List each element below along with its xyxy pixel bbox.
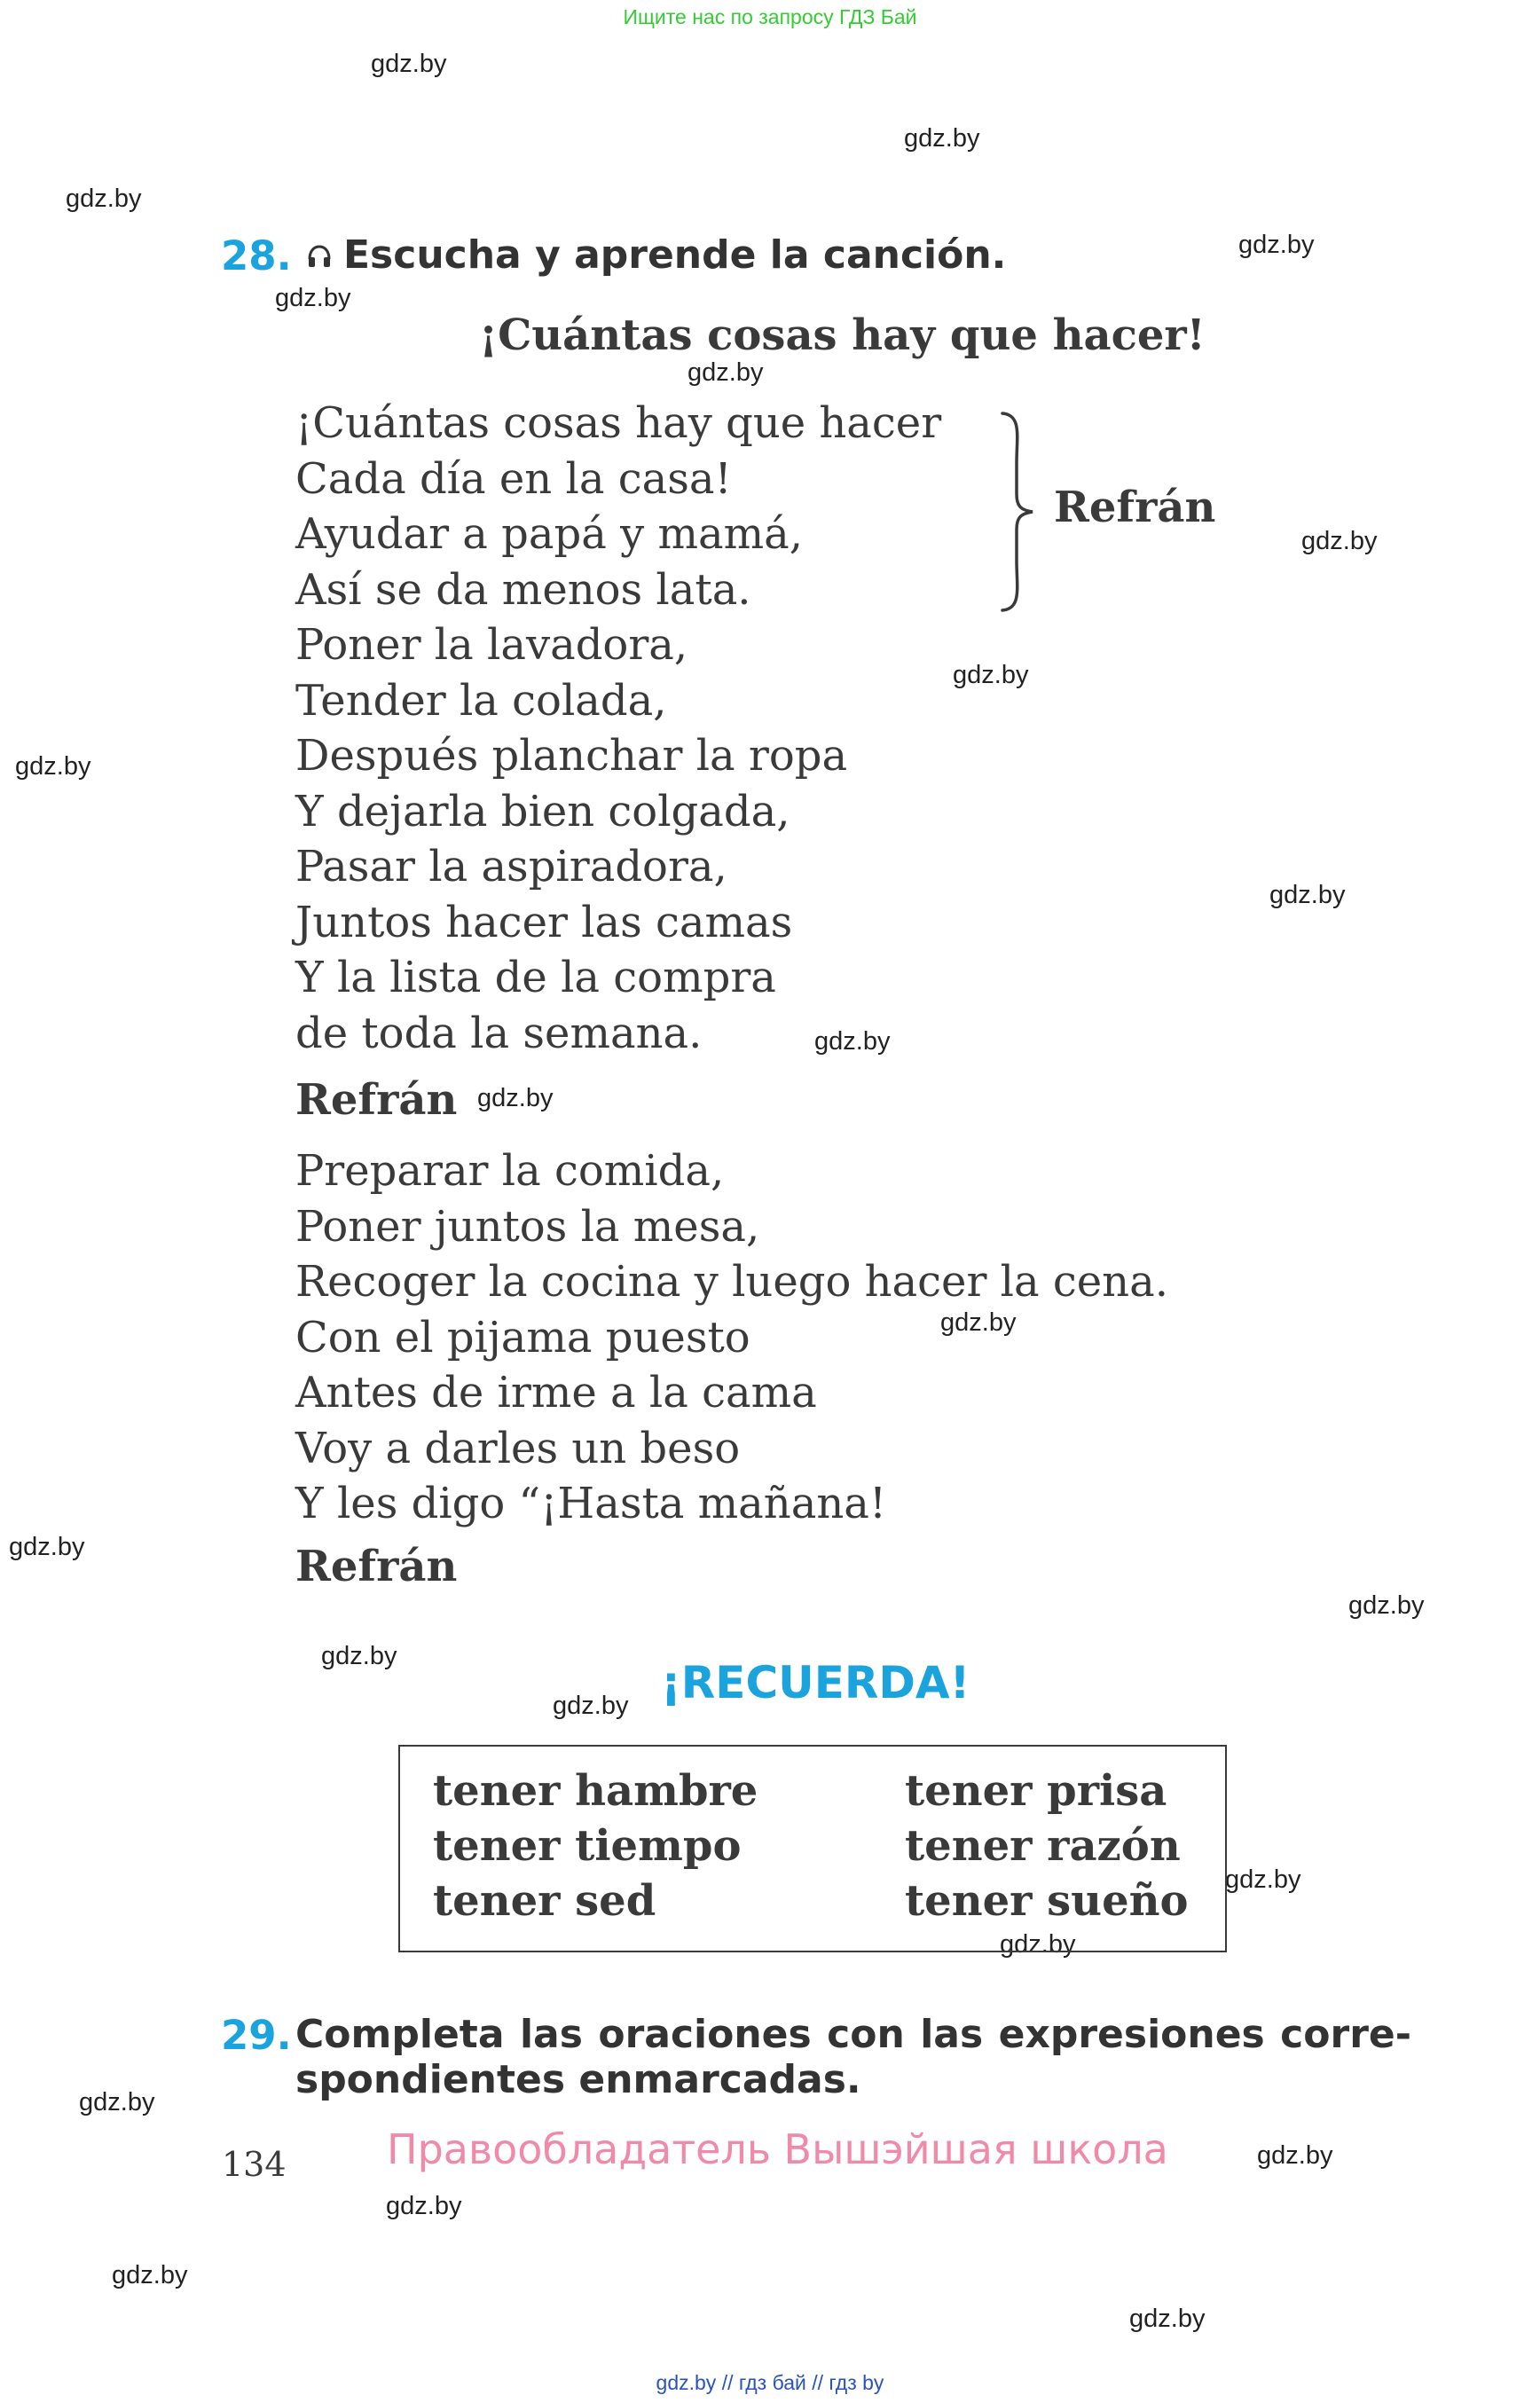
watermark: gdz.by [904,124,980,153]
recuerda-heading: ¡RECUERDA! [661,1657,970,1708]
expression-item: tener razón [905,1821,1181,1871]
watermark: gdz.by [371,50,447,78]
exercise-29-instruction [295,2012,1411,2102]
verse-line: Pasar la aspiradora, [295,842,727,891]
verse-line: Con el pijama puesto [295,1312,750,1362]
verse-line: Y la lista de la compra [295,953,776,1002]
watermark: gdz.by [79,2088,155,2116]
watermark: gdz.by [15,752,91,781]
verse-line: Voy a darles un beso [295,1423,741,1473]
watermark: gdz.by [9,1533,85,1561]
instruction-line: Completa las oraciones con las expresiones corre- [295,2012,1411,2057]
expression-item: tener sueño [905,1876,1189,1926]
verse-line: Cada día en la casa! [295,453,732,504]
watermark: gdz.by [553,1692,629,1720]
watermark: gdz.by [66,185,142,213]
verse-line: Antes de irme a la cama [295,1368,817,1417]
watermark: gdz.by [1225,1865,1301,1894]
verse-line: Y dejarla bien colgada, [295,786,790,836]
refrain-marker: Refrán [295,1075,458,1125]
watermark: gdz.by [321,1642,397,1670]
verse-line: Y les digo “¡Hasta mañana! [295,1479,887,1528]
headphones-icon [306,243,333,270]
watermark: gdz.by [112,2261,188,2289]
watermark: gdz.by [1348,1591,1425,1620]
song-verse-2 [295,1143,1168,1532]
expression-item: tener sed [433,1876,656,1926]
verse-line: Juntos hacer las camas [295,897,793,947]
expression-item: tener prisa [905,1766,1167,1816]
exercise-28-number: 28. [221,232,292,279]
watermark: gdz.by [1257,2141,1333,2170]
exercise-28-title: Escucha y aprende la canción. [343,232,1007,278]
song-title: ¡Cuántas cosas hay que hacer! [479,310,1206,360]
watermark: gdz.by [953,661,1029,689]
watermark: gdz.by [1129,2305,1206,2333]
instruction-line: spondientes enmarcadas. [295,2057,861,2102]
watermark: gdz.by [688,358,764,387]
verse-line: Poner la lavadora, [295,620,688,670]
verse-line: de toda la semana. [295,1008,703,1058]
watermark: gdz.by [1301,527,1378,555]
verse-line: ¡Cuántas cosas hay que hacer [295,398,942,448]
song-verse-1 [295,396,941,1061]
watermark: gdz.by [275,284,351,312]
verse-line: Después planchar la ropa [295,731,848,781]
watermark: gdz.by [386,2192,462,2220]
verse-line: Poner juntos la mesa, [295,1201,760,1252]
refrain-label: Refrán [1054,483,1216,532]
expression-item: tener tiempo [433,1821,742,1871]
verse-line: Preparar la comida, [295,1146,725,1196]
verse-line: Recoger la cocina y luego hacer la cena. [295,1257,1168,1307]
verse-line: Ayudar a papá y mamá, [295,509,804,559]
verse-line: Así se da menos lata. [295,564,751,615]
recuerda-box [398,1745,1227,1952]
watermark: gdz.by [940,1308,1017,1337]
page-number: 134 [222,2145,287,2184]
watermark: gdz.by [814,1027,891,1056]
verse-line: Tender la colada, [295,675,667,726]
watermark: gdz.by [477,1084,554,1112]
exercise-29-number: 29. [221,2012,292,2059]
refrain-marker: Refrán [295,1542,458,1591]
expression-item: tener hambre [433,1766,758,1816]
watermark: gdz.by [1238,231,1315,259]
refrain-brace [995,410,1038,614]
rights-holder: Правообладатель Вышэйшая школа [387,2125,1168,2173]
watermark: gdz.by [1000,1930,1076,1959]
watermark: gdz.by [1269,881,1346,909]
top-banner: Ищите нас по запросу ГДЗ Бай [623,5,917,28]
bottom-banner: gdz.by // гдз бай // гдз by [656,2371,884,2394]
